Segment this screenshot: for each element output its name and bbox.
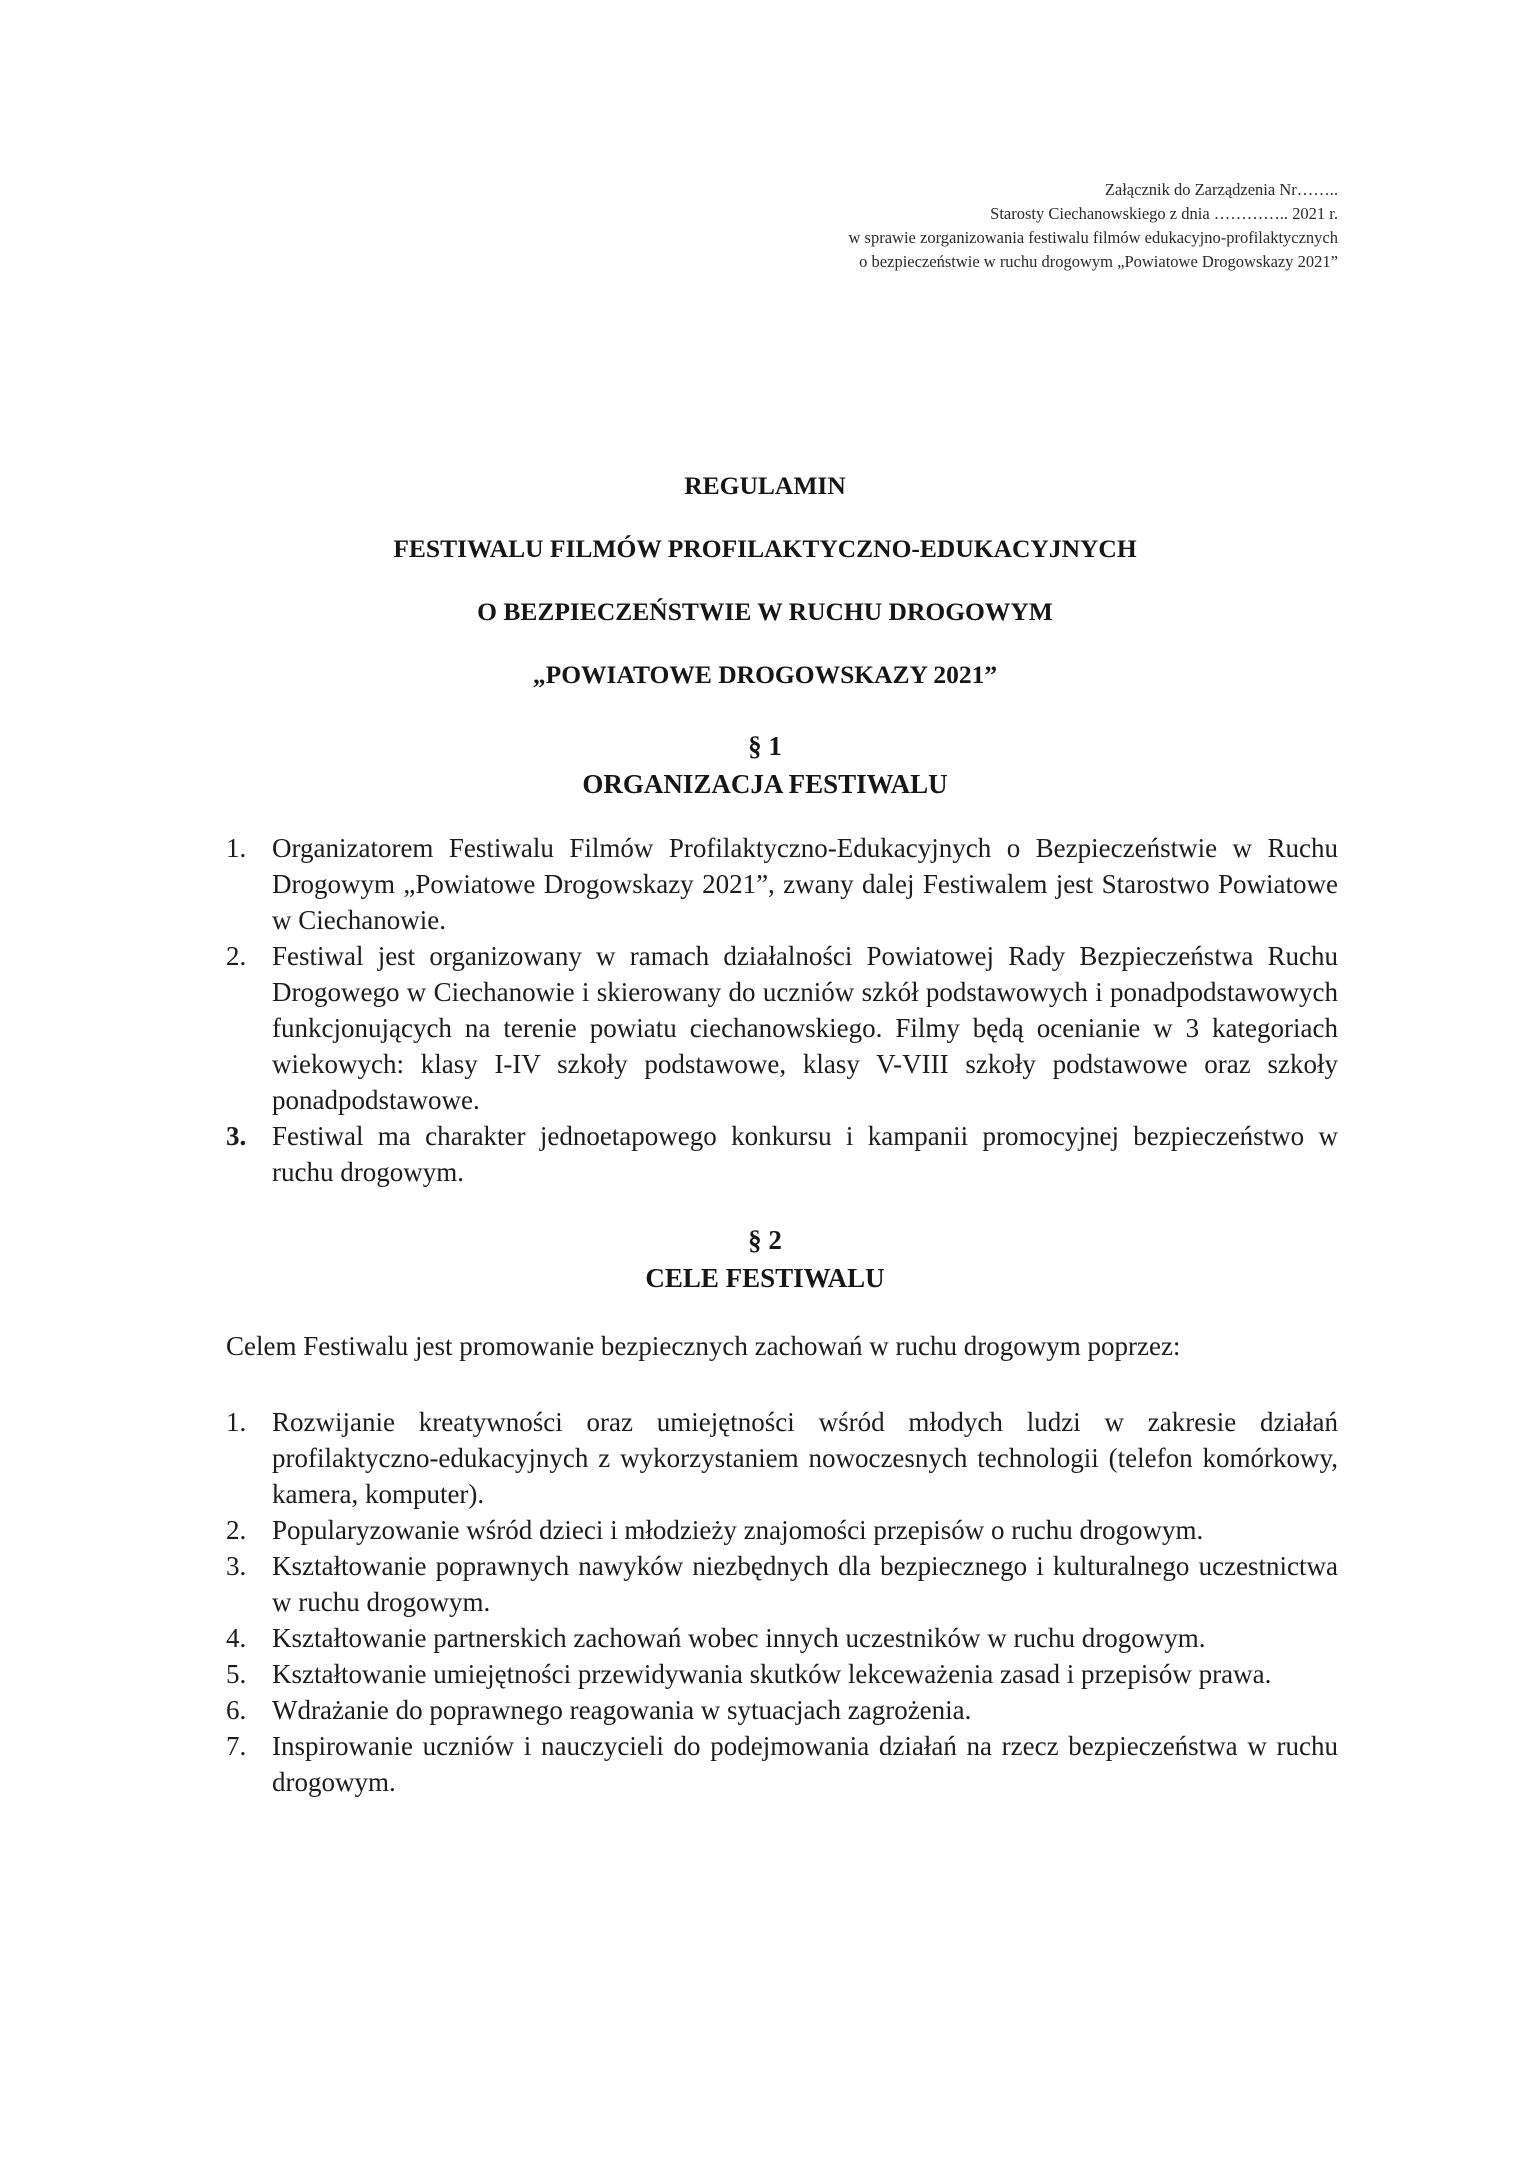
section-1-heading — [0, 727, 1530, 803]
list-item-number: 6. — [226, 1695, 247, 1725]
annex-line-1: Załącznik do Zarządzenia Nr…….. — [1104, 180, 1338, 199]
list-item-text: Inspirowanie uczniów i nauczycieli do podejmowania działań na rzecz bezpieczeństwa w ruchu drogowym. — [272, 1731, 1338, 1797]
annex-line-3: w sprawie zorganizowania festiwalu filmów edukacyjno-profilaktycznych — [848, 228, 1338, 247]
title-line-1: REGULAMIN — [684, 471, 846, 500]
list-item-number: 1. — [226, 1407, 247, 1437]
list-item — [226, 1548, 1338, 1620]
list-item-text: Festiwal jest organizowany w ramach działalności Powiatowej Rady Bezpieczeństwa Ruchu Drogowego w Ciechanowie i skierowany do uczniów szkół podstawowych i ponadpodstawowych funkcjonujących na terenie powiatu ciechanowskiego. Filmy będą ocenianie w 3 kategoriach wiekowych: klasy I-IV szkoły podstawowe, klasy V-VIII szkoły podstawowe oraz szkoły ponadpodstawowe. — [272, 941, 1338, 1115]
list-item — [226, 1512, 1338, 1548]
list-item — [226, 1692, 1338, 1728]
list-item-text: Popularyzowanie wśród dzieci i młodzieży znajomości przepisów o ruchu drogowym. — [272, 1515, 1204, 1545]
list-item-text: Festiwal ma charakter jednoetapowego konkursu i kampanii promocyjnej bezpieczeństwo w ruchu drogowym. — [272, 1121, 1338, 1187]
section-2-list — [226, 1404, 1338, 1800]
list-item-number: 5. — [226, 1659, 247, 1689]
section-2-paragraph-mark: § 2 — [748, 1225, 782, 1255]
list-item — [226, 1620, 1338, 1656]
list-item-number: 3. — [226, 1551, 247, 1581]
annex-header — [538, 178, 1338, 274]
section-2-heading — [0, 1221, 1530, 1297]
list-item-text: Wdrażanie do poprawnego reagowania w sytuacjach zagrożenia. — [272, 1695, 972, 1725]
section-2-title: CELE FESTIWALU — [645, 1263, 885, 1293]
section-2-intro: Celem Festiwalu jest promowanie bezpiecznych zachowań w ruchu drogowym poprzez: — [226, 1331, 1181, 1361]
list-item-number: 4. — [226, 1623, 247, 1653]
list-item — [226, 1656, 1338, 1692]
list-item — [226, 938, 1338, 1118]
list-item-number: 2. — [226, 941, 247, 971]
annex-line-2: Starosty Ciechanowskiego z dnia ………….. 2021 r. — [990, 204, 1338, 223]
list-item-number: 1. — [226, 833, 247, 863]
list-item-text: Kształtowanie poprawnych nawyków niezbędnych dla bezpiecznego i kulturalnego uczestnictwa w ruchu drogowym. — [272, 1551, 1338, 1617]
list-item-text: Kształtowanie partnerskich zachowań wobec innych uczestników w ruchu drogowym. — [272, 1623, 1206, 1653]
list-item-number: 2. — [226, 1515, 247, 1545]
list-item-text: Organizatorem Festiwalu Filmów Profilaktyczno-Edukacyjnych o Bezpieczeństwie w Ruchu Drogowym „Powiatowe Drogowskazy 2021”, zwany dalej Festiwalem jest Starostwo Powiatowe w Ciechanowie. — [272, 833, 1338, 935]
section-1-title: ORGANIZACJA FESTIWALU — [582, 769, 948, 799]
list-item — [226, 1404, 1338, 1512]
list-item — [226, 1118, 1338, 1190]
list-item-text: Kształtowanie umiejętności przewidywania skutków lekceważenia zasad i przepisów prawa. — [272, 1659, 1272, 1689]
title-line-3: O BEZPIECZEŃSTWIE W RUCHU DROGOWYM — [477, 597, 1053, 626]
list-item-text: Rozwijanie kreatywności oraz umiejętności wśród młodych ludzi w zakresie działań profilaktyczno-edukacyjnych z wykorzystaniem nowoczesnych technologii (telefon komórkowy, kamera, komputer). — [272, 1407, 1338, 1509]
list-item — [226, 830, 1338, 938]
title-line-2: FESTIWALU FILMÓW PROFILAKTYCZNO-EDUKACYJNYCH — [393, 534, 1137, 563]
document-title — [0, 466, 1530, 718]
section-1-paragraph-mark: § 1 — [748, 731, 782, 761]
section-1-list — [226, 830, 1338, 1190]
list-item-number: 7. — [226, 1731, 247, 1761]
list-item-number: 3. — [226, 1121, 247, 1151]
title-line-4: „POWIATOWE DROGOWSKAZY 2021” — [532, 660, 998, 689]
annex-line-4: o bezpieczeństwie w ruchu drogowym „Powiatowe Drogowskazy 2021” — [859, 252, 1338, 271]
list-item — [226, 1728, 1338, 1800]
